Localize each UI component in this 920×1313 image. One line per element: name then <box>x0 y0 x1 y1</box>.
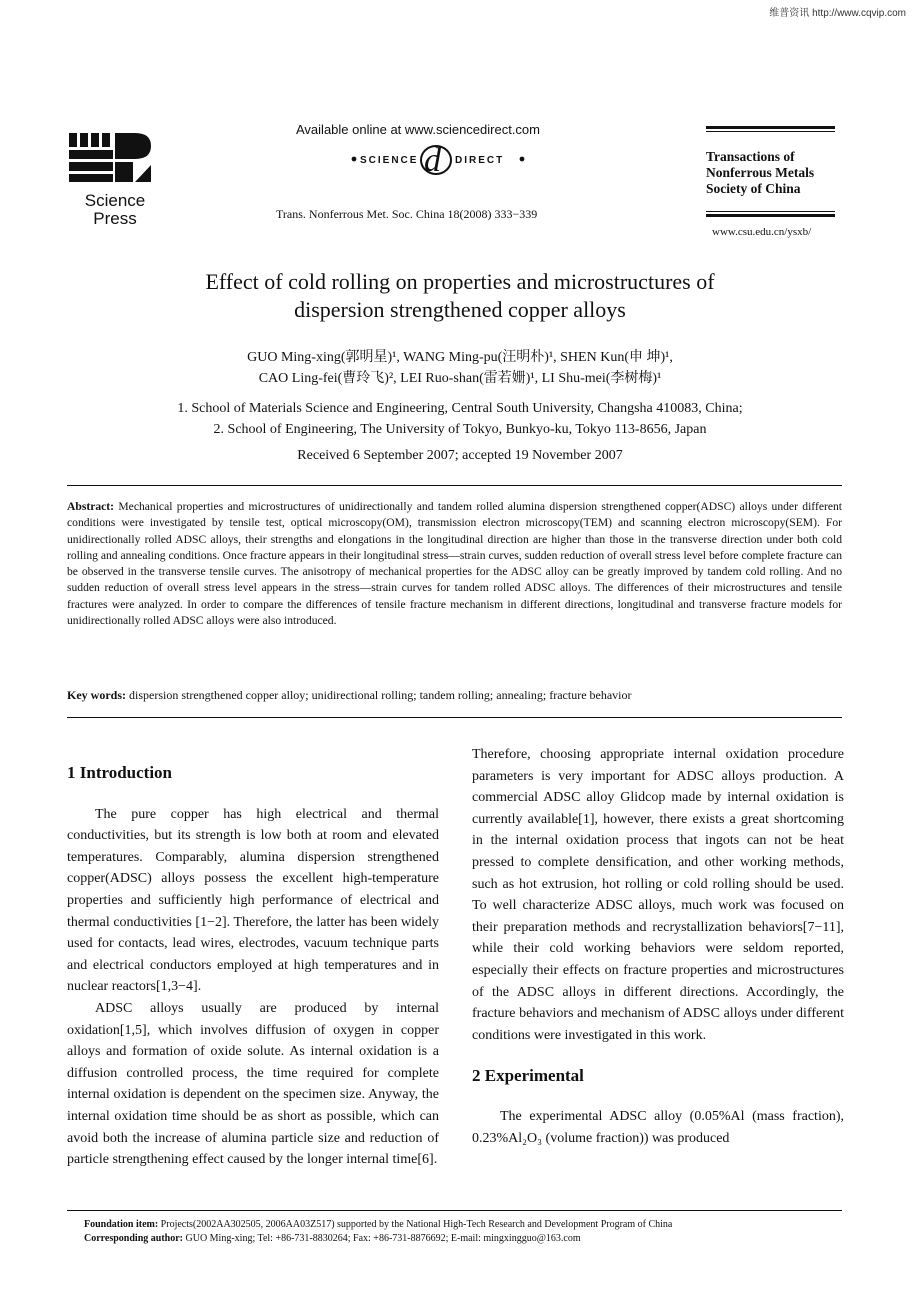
journal-name-line1: Transactions of <box>706 149 795 164</box>
logo-caption-line1: Science <box>84 191 146 210</box>
footnote-corresponding-label: Corresponding author: <box>84 1233 183 1244</box>
section-2-heading: 2 Experimental <box>472 1066 584 1086</box>
abstract <box>67 499 842 629</box>
footnote-foundation-text: Projects(2002AA302505, 2006AA03Z517) supported by the National High-Tech Research and Development Program of China <box>160 1219 673 1230</box>
paper-title <box>110 268 810 324</box>
abstract-rule-bottom <box>67 717 842 718</box>
affiliation-2: 2. School of Engineering, The University of Tokyo, Bunkyo-ku, Tokyo 113-8656, Japan <box>213 422 707 437</box>
received-dates: Received 6 September 2007; accepted 19 November 2007 <box>297 448 623 463</box>
journal-rule-top-thin <box>706 131 835 132</box>
sciencedirect-logo <box>348 143 528 181</box>
available-online-text: Available online at www.sciencedirect.com <box>296 122 540 137</box>
journal-rule-top <box>706 126 835 129</box>
body-column-left <box>67 762 439 1171</box>
section-1-heading: 1 Introduction <box>67 763 173 782</box>
section-1-paragraph-3: Therefore, choosing appropriate internal oxidation procedure parameters is very important for ADSC alloys production. A commercial ADSC alloy Glidcop made by internal oxidation is currently available[1], however, there exists a great shortcoming in the internal oxidation process that ingots can not be heat pressed to complete densification, and other working methods, such as hot extrusion, hot rolling or cold rolling should be used. To well characterize ADSC alloys, much work was focused on their preparation methods and recrystallization behaviors[7−11], while their cold working behaviors were seldom reported, especially their effects on fracture properties and microstructures of the ADSC alloys in different directions. Accordingly, the fracture behaviors and mechanism of ADSC alloys under different conditions were investigated in this work. <box>472 747 844 1043</box>
author-line1: GUO Ming-xing(郭明星)¹, WANG Ming-pu(汪明朴)¹, SHEN Kun(申 坤)¹, <box>247 350 673 365</box>
journal-name <box>706 149 814 197</box>
svg-text:d: d <box>424 143 441 179</box>
citation: Trans. Nonferrous Met. Soc. China 18(2008) 333−339 <box>276 207 538 221</box>
journal-rule-bottom-thin <box>706 211 835 212</box>
author-line2: CAO Ling-fei(曹玲飞)², LEI Ruo-shan(雷若姗)¹, LI Shu-mei(李树梅)¹ <box>258 371 662 386</box>
abstract-label: Abstract: <box>67 500 115 513</box>
footnote-foundation-label: Foundation item: <box>84 1219 159 1230</box>
affiliations <box>90 398 830 440</box>
footnote-corresponding-text: GUO Ming-xing; Tel: +86-731-8830264; Fax: +86-731-8876692; E-mail: mingxingguo@163.com <box>185 1233 581 1244</box>
journal-name-line3: Society of China <box>706 181 801 196</box>
journal-rule-bottom <box>706 214 835 217</box>
keywords-label: Key words: <box>67 688 126 702</box>
logo-caption-line2: Press <box>93 209 137 228</box>
section-1-paragraph-1: The pure copper has high electrical and thermal conductivities, but its strength is low both at room and elevated temperatures. Comparably, alumina dispersion strengthened copper(ADSC) alloys possess the excellent high-temperature properties and sufficiently high performance of electrical and thermal conductivities [1−2]. Therefore, the latter has been widely used for contacts, lead wires, electrodes, vacuum technique parts and electrical conductors employed at high temperatures and in nuclear reactors[1,3−4]. <box>67 806 439 995</box>
footnote-foundation <box>84 1218 844 1232</box>
paper-title-line1: Effect of cold rolling on properties and microstructures of <box>205 269 715 294</box>
affiliation-1: 1. School of Materials Science and Engineering, Central South University, Changsha 410083, China; <box>177 401 743 416</box>
journal-url[interactable]: www.csu.edu.cn/ysxb/ <box>712 226 812 238</box>
sd-text-left: SCIENCE <box>360 155 419 166</box>
watermark-url: 维普资讯 http://www.cqvip.com <box>769 8 906 19</box>
paper-title-line2: dispersion strengthened copper alloys <box>294 297 626 322</box>
keywords-text: dispersion strengthened copper alloy; unidirectional rolling; tandem rolling; annealing; fracture behavior <box>129 688 632 702</box>
sd-text-right: DIRECT <box>455 155 505 166</box>
section-1-paragraph-2: ADSC alloys usually are produced by internal oxidation[1,5], which involves diffusion of oxygen in copper alloys and formation of oxide solute. As internal oxidation is a diffusion controlled process, the time required for complete internal oxidation is dependent on the specimen size. Anyway, the internal oxidation time should be as short as possible, which can avoid both the increase of alumina particle size and reduction of particle strengthening effect caused by the longer internal time[6]. <box>67 1000 439 1168</box>
footnote-corresponding <box>84 1232 844 1246</box>
keywords <box>67 688 842 703</box>
journal-name-line2: Nonferrous Metals <box>706 165 815 180</box>
body-column-right <box>472 744 844 1149</box>
section-2-paragraph-1: The experimental ADSC alloy (0.05%Al (mass fraction), 0.23%Al₂O₃ (volume fraction)) was produced <box>472 1108 844 1146</box>
author-list <box>110 347 810 389</box>
logo-caption <box>67 192 163 228</box>
footnote <box>84 1218 844 1246</box>
abstract-rule-top <box>67 485 842 486</box>
footnote-rule <box>67 1210 842 1211</box>
abstract-text: Mechanical properties and microstructures of unidirectionally and tandem rolled alumina dispersion strengthened copper(ADSC) alloys under different conditions were investigated by tensile test, optical microscopy(OM), transmission electron microscopy(TEM) and scanning electron microscopy(SEM). For unidirectionally rolled ADSC alloys, their strengths and elongations in the longitudinal direction are higher than those in the transverse direction under both cold rolling and annealing conditions. Once fracture appears in their longitudinal stress—strain curves, sudden reduction of overall stress level before complete fracture can be observed in the transverse tensile curves. The anisotropy of mechanical properties for the ADSC alloy can be greatly improved by tandem cold rolling. And no sudden reduction of overall stress level appears in the stress—strain curves for tandem rolled ADSC alloys. The differences of their microstructures and tensile fractures were analyzed. In order to compare the differences of tensile fracture mechanism in different directions, longitudinal and transverse fracture models for unidirectionally rolled ADSC alloys were also introduced. <box>67 500 842 628</box>
